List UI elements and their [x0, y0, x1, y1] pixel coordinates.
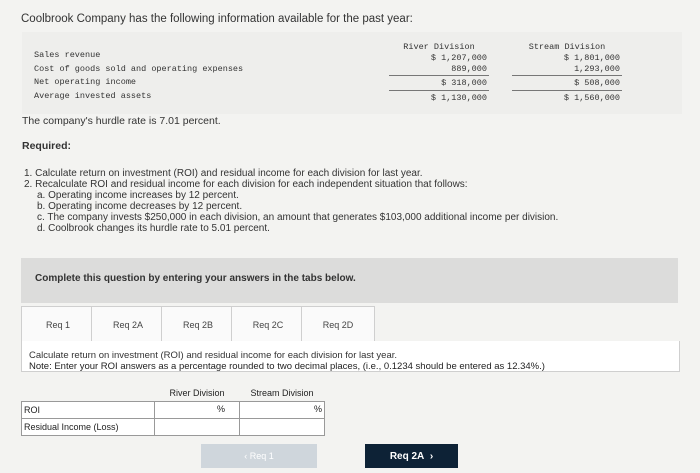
tab-req-2b[interactable]: Req 2B [161, 306, 235, 343]
financial-info-panel [22, 32, 682, 114]
note-text: Note: Enter your ROI answers as a percentage rounded to two decimal places, (i.e., 0.1234 should be entered as 12.34%.) [29, 361, 545, 372]
answer-header-river: River Division [169, 387, 225, 398]
table-row [22, 402, 325, 419]
label-assets: Average invested assets [34, 90, 152, 101]
answer-table [21, 384, 325, 436]
next-button[interactable] [365, 444, 458, 468]
ri-stream-cell [240, 419, 325, 436]
ri-river-cell [155, 419, 240, 436]
instructions-panel [21, 258, 678, 303]
label-cogs: Cost of goods sold and operating expenses [34, 63, 244, 74]
question-2: 2. Recalculate ROI and residual income for each division for each independent situation that follows: [24, 179, 468, 190]
label-noi: Net operating income [34, 77, 137, 87]
tab-req-2c[interactable]: Req 2C [231, 306, 305, 343]
row-label-residual-income: Residual Income (Loss) [22, 419, 155, 436]
question-2d: d. Coolbrook changes its hurdle rate to 5.01 percent. [37, 223, 270, 234]
panel-text: Complete this question by entering your answers in the tabs below. [35, 273, 356, 284]
question-2a: a. Operating income increases by 12 percent. [37, 190, 239, 201]
stream-column [512, 42, 622, 105]
river-assets: $ 1,130,000 [389, 90, 489, 105]
answer-corner [22, 384, 155, 402]
river-noi: $ 318,000 [441, 78, 487, 88]
roi-river-cell [155, 402, 240, 419]
tab-req-2d[interactable]: Req 2D [301, 306, 375, 343]
instruction-block [29, 350, 545, 372]
question-2b: b. Operating income decreases by 12 percent. [37, 201, 243, 212]
table-row [22, 419, 325, 436]
stream-sales: $ 1,801,000 [563, 53, 620, 63]
river-cogs: 889,000 [389, 64, 489, 76]
intro-text: Coolbrook Company has the following information available for the past year: [21, 13, 413, 25]
percent-sign: % [313, 404, 322, 414]
question-1: 1. Calculate return on investment (ROI) and residual income for each division for last year. [24, 168, 423, 179]
financial-labels [34, 49, 243, 103]
river-sales: $ 1,207,000 [430, 53, 487, 63]
stream-cogs: 1,293,000 [512, 64, 622, 76]
chevron-right-icon: › [424, 450, 434, 462]
tab-req-1[interactable]: Req 1 [21, 306, 95, 343]
prev-label: Req 1 [249, 451, 274, 461]
next-label: Req 2A [389, 450, 425, 462]
answer-header-stream: Stream Division [250, 387, 314, 398]
river-column [389, 42, 489, 105]
ri-river-input[interactable] [157, 421, 227, 433]
question-2c: c. The company invests $250,000 in each division, an amount that generates $103,000 additional income per division. [37, 212, 559, 223]
label-sales: Sales revenue [34, 50, 101, 60]
ri-stream-input[interactable] [242, 421, 312, 433]
roi-stream-input[interactable] [242, 404, 312, 416]
question-list [24, 168, 558, 234]
instruction-text: Calculate return on investment (ROI) and residual income for each division for last year. [29, 350, 398, 361]
stream-assets: $ 1,560,000 [512, 90, 622, 105]
roi-stream-cell [240, 402, 325, 419]
tab-req-2a[interactable]: Req 2A [91, 306, 165, 343]
stream-header: Stream Division [528, 42, 606, 52]
row-label-roi: ROI [22, 402, 155, 419]
stream-noi: $ 508,000 [574, 78, 620, 88]
prev-button[interactable] [201, 444, 317, 468]
river-header: River Division [403, 42, 475, 52]
required-heading: Required: [22, 140, 72, 152]
percent-sign: % [216, 404, 225, 414]
hurdle-rate-text: The company's hurdle rate is 7.01 percent. [22, 115, 221, 127]
chevron-left-icon: ‹ [244, 451, 250, 461]
